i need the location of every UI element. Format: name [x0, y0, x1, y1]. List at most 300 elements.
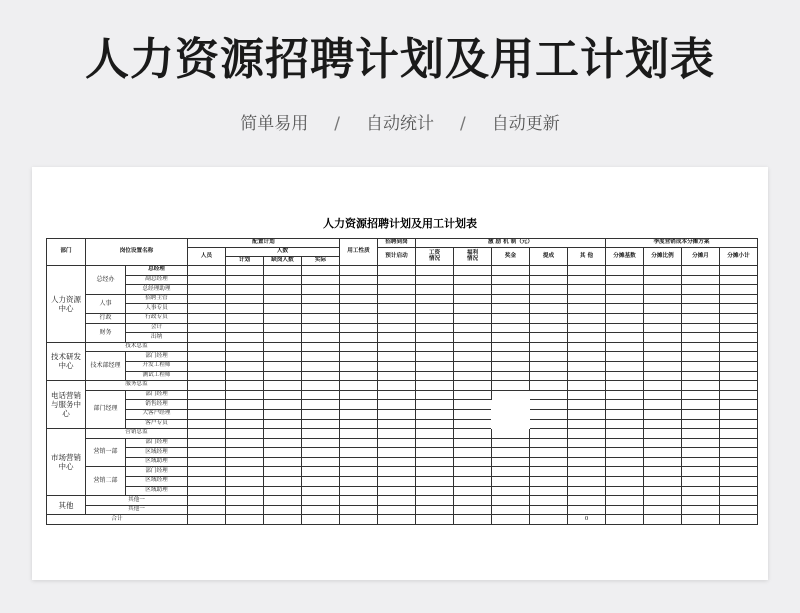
empty-cell — [530, 371, 568, 381]
empty-cell — [644, 304, 682, 314]
empty-cell — [302, 515, 340, 525]
position-cell: 部门经理 — [126, 438, 188, 448]
header-actual: 实际 — [302, 257, 340, 266]
empty-cell — [682, 304, 720, 314]
empty-cell — [264, 294, 302, 304]
header-expected-start: 预计启动 — [378, 248, 416, 266]
empty-cell — [416, 352, 454, 362]
empty-cell — [416, 409, 454, 419]
empty-cell — [264, 486, 302, 496]
position-cell: 部门经理 — [126, 390, 188, 400]
empty-cell — [378, 266, 416, 276]
sheet-title: 人力资源招聘计划及用工计划表 — [323, 217, 477, 230]
empty-cell — [720, 400, 758, 410]
header-subtotal: 分摊小计 — [720, 248, 758, 266]
empty-cell — [226, 266, 264, 276]
empty-cell — [188, 429, 226, 439]
empty-cell — [416, 266, 454, 276]
empty-cell — [302, 294, 340, 304]
header-cost-plan: 季度营销成本分摊方案 — [606, 239, 758, 248]
empty-cell — [454, 285, 492, 295]
position-cell: 其他一 — [86, 496, 188, 506]
empty-cell — [606, 515, 644, 525]
empty-cell — [454, 457, 492, 467]
empty-cell — [682, 457, 720, 467]
empty-cell — [720, 448, 758, 458]
group-tech-dept-mgr: 技术部经理 — [86, 352, 126, 381]
empty-cell — [378, 352, 416, 362]
empty-cell — [720, 515, 758, 525]
empty-cell — [720, 294, 758, 304]
empty-cell — [606, 448, 644, 458]
header-base: 分摊基数 — [606, 248, 644, 266]
empty-cell — [644, 381, 682, 391]
empty-cell — [264, 515, 302, 525]
empty-cell — [340, 371, 378, 381]
empty-cell — [378, 333, 416, 343]
empty-cell — [568, 323, 606, 333]
empty-cell — [644, 313, 682, 323]
empty-cell — [378, 275, 416, 285]
header-recruit-arrival: 招聘到岗 — [378, 239, 416, 248]
empty-cell — [454, 381, 492, 391]
empty-cell — [264, 409, 302, 419]
dept-phone: 电话营销 与服务中 心 — [47, 381, 86, 429]
empty-cell — [644, 467, 682, 477]
spreadsheet-preview — [32, 167, 768, 580]
empty-cell — [226, 477, 264, 487]
empty-cell — [644, 486, 682, 496]
empty-cell — [378, 438, 416, 448]
empty-cell — [606, 285, 644, 295]
empty-cell — [378, 400, 416, 410]
empty-cell — [378, 323, 416, 333]
empty-cell — [606, 438, 644, 448]
empty-cell — [416, 304, 454, 314]
empty-cell — [606, 266, 644, 276]
empty-cell — [644, 505, 682, 515]
empty-cell — [302, 429, 340, 439]
empty-cell — [226, 285, 264, 295]
empty-cell — [378, 505, 416, 515]
empty-cell — [226, 333, 264, 343]
empty-cell — [416, 477, 454, 487]
empty-cell — [340, 390, 378, 400]
empty-cell — [378, 448, 416, 458]
empty-cell — [492, 438, 530, 448]
empty-cell — [226, 409, 264, 419]
empty-cell — [188, 371, 226, 381]
empty-cell — [682, 361, 720, 371]
empty-cell — [720, 505, 758, 515]
empty-cell — [606, 352, 644, 362]
empty-cell — [340, 294, 378, 304]
header-month: 分摊月 — [682, 248, 720, 266]
empty-cell — [416, 515, 454, 525]
empty-cell — [644, 390, 682, 400]
empty-cell — [188, 448, 226, 458]
empty-cell — [644, 323, 682, 333]
empty-cell — [682, 294, 720, 304]
empty-cell — [302, 486, 340, 496]
empty-cell — [340, 486, 378, 496]
empty-cell — [302, 390, 340, 400]
empty-cell — [530, 429, 568, 439]
empty-cell — [302, 448, 340, 458]
empty-cell — [264, 477, 302, 487]
empty-cell — [416, 323, 454, 333]
empty-cell — [492, 505, 530, 515]
empty-cell — [492, 294, 530, 304]
empty-cell — [606, 457, 644, 467]
position-cell: 技术总监 — [86, 342, 188, 352]
empty-cell — [302, 313, 340, 323]
empty-cell — [606, 429, 644, 439]
empty-cell — [454, 409, 492, 419]
empty-cell — [568, 419, 606, 429]
empty-cell — [682, 477, 720, 487]
empty-cell — [568, 381, 606, 391]
empty-cell — [644, 352, 682, 362]
empty-cell — [530, 486, 568, 496]
empty-cell — [264, 342, 302, 352]
empty-cell — [226, 496, 264, 506]
empty-cell — [492, 467, 530, 477]
empty-cell — [606, 409, 644, 419]
empty-cell — [340, 419, 378, 429]
empty-cell — [644, 409, 682, 419]
empty-cell — [340, 275, 378, 285]
position-cell: 开发工程师 — [126, 361, 188, 371]
empty-cell — [340, 342, 378, 352]
empty-cell — [606, 342, 644, 352]
empty-cell — [340, 429, 378, 439]
empty-cell — [264, 457, 302, 467]
empty-cell — [340, 457, 378, 467]
empty-cell — [454, 496, 492, 506]
empty-cell — [568, 390, 606, 400]
empty-cell — [568, 313, 606, 323]
empty-cell — [568, 505, 606, 515]
empty-cell — [530, 419, 568, 429]
empty-cell — [302, 477, 340, 487]
empty-cell — [378, 313, 416, 323]
empty-cell — [530, 342, 568, 352]
empty-cell — [188, 457, 226, 467]
empty-cell — [302, 352, 340, 362]
empty-cell — [492, 429, 530, 439]
empty-cell — [340, 505, 378, 515]
empty-cell — [340, 409, 378, 419]
empty-cell — [188, 438, 226, 448]
empty-cell — [302, 275, 340, 285]
empty-cell — [264, 333, 302, 343]
empty-cell — [682, 515, 720, 525]
empty-cell — [644, 275, 682, 285]
position-cell: 招聘主管 — [126, 294, 188, 304]
empty-cell — [188, 505, 226, 515]
empty-cell — [454, 304, 492, 314]
empty-cell — [644, 371, 682, 381]
empty-cell — [454, 438, 492, 448]
empty-cell — [340, 313, 378, 323]
empty-cell — [568, 400, 606, 410]
empty-cell — [226, 342, 264, 352]
empty-cell — [682, 352, 720, 362]
empty-cell — [226, 457, 264, 467]
empty-cell — [188, 342, 226, 352]
empty-cell — [568, 429, 606, 439]
empty-cell — [416, 342, 454, 352]
header-plan: 计划 — [226, 257, 264, 266]
empty-cell — [606, 361, 644, 371]
empty-cell — [492, 486, 530, 496]
header-incentive: 激 励 机 制（元） — [416, 239, 606, 248]
empty-cell — [226, 313, 264, 323]
empty-cell — [492, 496, 530, 506]
dept-other: 其他 — [47, 496, 86, 515]
empty-cell — [416, 275, 454, 285]
empty-cell — [530, 352, 568, 362]
dept-hr: 人力资源 中心 — [47, 266, 86, 343]
empty-cell — [720, 304, 758, 314]
empty-cell — [188, 294, 226, 304]
empty-cell — [264, 323, 302, 333]
empty-cell — [720, 333, 758, 343]
empty-cell — [530, 496, 568, 506]
empty-cell — [644, 361, 682, 371]
empty-cell — [606, 390, 644, 400]
empty-cell — [492, 457, 530, 467]
empty-cell — [530, 285, 568, 295]
dept-market: 市场营销 中心 — [47, 429, 86, 496]
position-cell: 出纳 — [126, 333, 188, 343]
empty-cell — [568, 457, 606, 467]
empty-cell — [568, 496, 606, 506]
empty-cell — [530, 390, 568, 400]
empty-cell — [454, 294, 492, 304]
empty-cell — [302, 496, 340, 506]
empty-cell — [492, 275, 530, 285]
header-staff: 人员 — [188, 248, 226, 266]
empty-cell — [188, 275, 226, 285]
empty-cell — [188, 285, 226, 295]
empty-cell — [644, 342, 682, 352]
empty-cell — [606, 477, 644, 487]
empty-cell — [454, 467, 492, 477]
empty-cell — [264, 505, 302, 515]
empty-cell — [492, 390, 530, 428]
empty-cell — [302, 381, 340, 391]
empty-cell — [720, 496, 758, 506]
empty-cell — [720, 342, 758, 352]
empty-cell — [416, 381, 454, 391]
empty-cell — [682, 285, 720, 295]
total-label: 合计 — [47, 515, 188, 525]
empty-cell — [188, 266, 226, 276]
empty-cell — [340, 467, 378, 477]
empty-cell — [302, 333, 340, 343]
position-cell: 总经理助理 — [126, 285, 188, 295]
empty-cell — [492, 285, 530, 295]
empty-cell — [264, 438, 302, 448]
empty-cell — [606, 294, 644, 304]
empty-cell — [340, 400, 378, 410]
group-sales2: 营销二部 — [86, 467, 126, 496]
empty-cell — [226, 352, 264, 362]
empty-cell — [682, 409, 720, 419]
empty-cell — [378, 381, 416, 391]
position-cell: 营销总监 — [86, 429, 188, 439]
empty-cell — [492, 515, 530, 525]
empty-cell — [416, 333, 454, 343]
empty-cell — [682, 390, 720, 400]
position-cell: 副总经理 — [126, 275, 188, 285]
position-cell: 服务总监 — [86, 381, 188, 391]
empty-cell — [720, 390, 758, 400]
header-position: 岗位设置名称 — [86, 239, 188, 266]
empty-cell — [606, 496, 644, 506]
empty-cell — [606, 467, 644, 477]
empty-cell — [188, 486, 226, 496]
empty-cell — [416, 467, 454, 477]
empty-cell — [606, 419, 644, 429]
empty-cell — [264, 400, 302, 410]
empty-cell — [682, 371, 720, 381]
empty-cell — [416, 486, 454, 496]
empty-cell — [416, 505, 454, 515]
page-title: 人力资源招聘计划及用工计划表 — [85, 34, 715, 85]
empty-cell — [226, 419, 264, 429]
empty-cell — [378, 429, 416, 439]
empty-cell — [568, 333, 606, 343]
position-cell: 销售经理 — [126, 400, 188, 410]
empty-cell — [188, 323, 226, 333]
empty-cell — [188, 381, 226, 391]
empty-cell — [416, 496, 454, 506]
subtitle-easy: 简单易用 — [240, 114, 309, 134]
empty-cell — [720, 361, 758, 371]
empty-cell — [264, 313, 302, 323]
empty-cell — [568, 304, 606, 314]
empty-cell — [378, 477, 416, 487]
empty-cell — [530, 438, 568, 448]
empty-cell — [302, 467, 340, 477]
empty-cell — [644, 266, 682, 276]
empty-cell — [226, 371, 264, 381]
empty-cell — [644, 333, 682, 343]
empty-cell — [492, 361, 530, 371]
empty-cell — [264, 496, 302, 506]
empty-cell — [644, 457, 682, 467]
position-cell: 区域助理 — [126, 486, 188, 496]
empty-cell — [720, 409, 758, 419]
header-other: 其 他 — [568, 248, 606, 266]
position-cell: 行政专员 — [126, 313, 188, 323]
empty-cell — [302, 361, 340, 371]
empty-cell — [682, 323, 720, 333]
empty-cell — [568, 352, 606, 362]
empty-cell — [568, 477, 606, 487]
empty-cell — [606, 381, 644, 391]
empty-cell — [416, 294, 454, 304]
empty-cell — [492, 371, 530, 381]
position-cell: 客户专员 — [126, 419, 188, 429]
empty-cell — [416, 448, 454, 458]
empty-cell — [340, 266, 378, 276]
header-config-plan: 配置计划 — [188, 239, 340, 248]
empty-cell — [530, 304, 568, 314]
empty-cell — [340, 323, 378, 333]
group-finance: 财务 — [86, 323, 126, 342]
empty-cell — [378, 371, 416, 381]
empty-cell — [264, 266, 302, 276]
empty-cell — [226, 467, 264, 477]
empty-cell — [264, 390, 302, 400]
empty-cell — [492, 313, 530, 323]
empty-cell — [720, 419, 758, 429]
empty-cell — [226, 275, 264, 285]
empty-cell — [720, 285, 758, 295]
empty-cell — [606, 323, 644, 333]
empty-cell — [530, 333, 568, 343]
empty-cell — [720, 381, 758, 391]
empty-cell — [302, 371, 340, 381]
empty-cell — [492, 266, 530, 276]
empty-cell — [302, 409, 340, 419]
empty-cell — [416, 438, 454, 448]
empty-cell — [226, 515, 264, 525]
subtitle — [0, 112, 800, 136]
empty-cell — [606, 275, 644, 285]
group-dept-mgr: 部门经理 — [86, 390, 126, 428]
empty-cell — [378, 342, 416, 352]
empty-cell — [454, 419, 492, 429]
empty-cell — [720, 275, 758, 285]
empty-cell — [606, 313, 644, 323]
empty-cell — [682, 448, 720, 458]
empty-cell — [188, 409, 226, 419]
empty-cell — [720, 486, 758, 496]
empty-cell — [416, 285, 454, 295]
empty-cell — [188, 304, 226, 314]
empty-cell — [340, 285, 378, 295]
empty-cell — [530, 313, 568, 323]
empty-cell — [530, 294, 568, 304]
empty-cell — [568, 438, 606, 448]
empty-cell — [378, 486, 416, 496]
empty-cell — [606, 333, 644, 343]
empty-cell — [416, 313, 454, 323]
group-personnel: 人事 — [86, 294, 126, 313]
empty-cell — [188, 419, 226, 429]
empty-cell — [454, 333, 492, 343]
subtitle-auto-update: 自动更新 — [491, 114, 560, 134]
empty-cell — [226, 390, 264, 400]
empty-cell — [378, 294, 416, 304]
empty-cell — [264, 361, 302, 371]
empty-cell — [416, 429, 454, 439]
empty-cell — [302, 266, 340, 276]
empty-cell — [492, 304, 530, 314]
empty-cell — [264, 419, 302, 429]
empty-cell — [530, 275, 568, 285]
empty-cell — [188, 496, 226, 506]
empty-cell — [340, 333, 378, 343]
empty-cell — [302, 438, 340, 448]
empty-cell — [302, 505, 340, 515]
empty-cell — [226, 304, 264, 314]
